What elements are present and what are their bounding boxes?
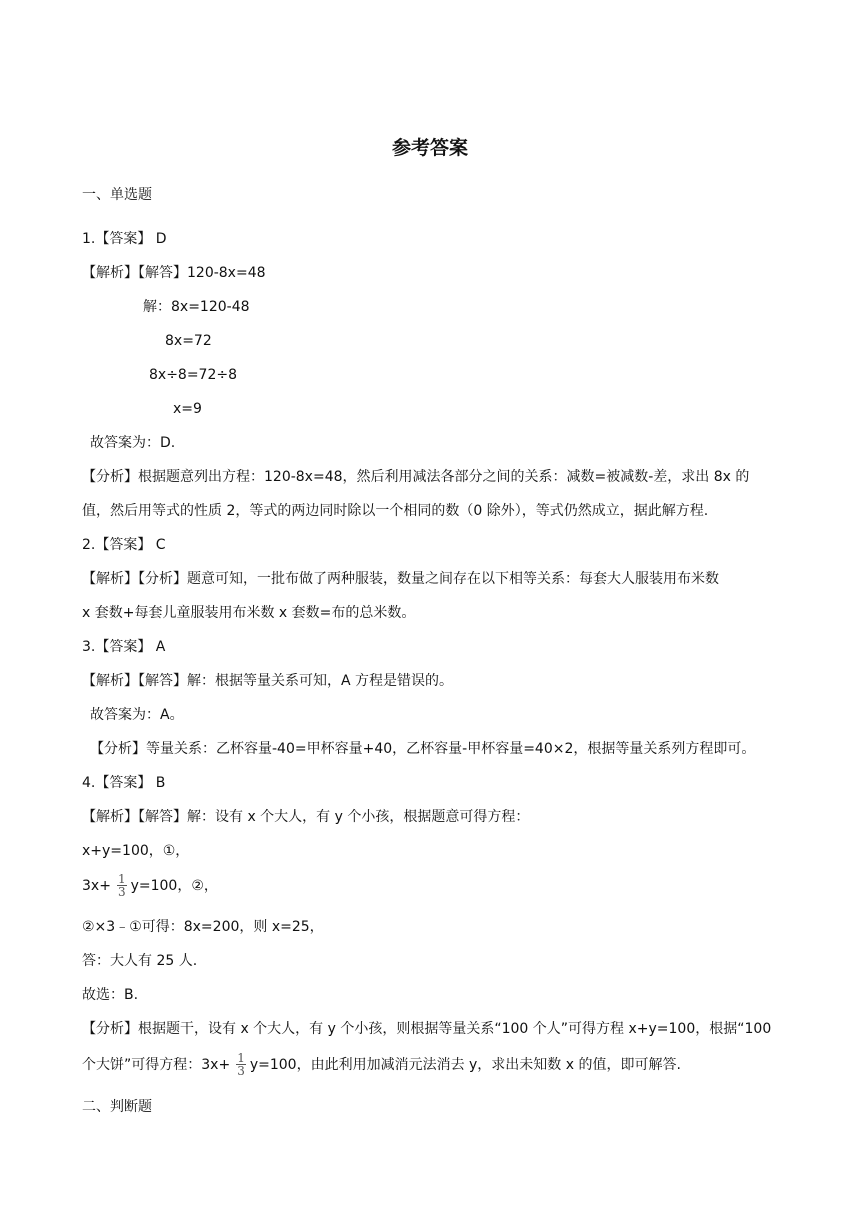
q1-step-1: 解：8x=120-48 [143,299,250,315]
q2-answer: 2.【答案】 C [82,537,166,553]
q4-elimination-step: ②×3﹣①可得：8x=200，则 x=25， [82,919,324,935]
q4-eq2-suffix: y=100，②， [130,878,218,894]
q4-explanation-line-1: 【分析】根据题干，设有 x 个大人，有 y 个小孩，则根据等量关系“100 个人”可得方程 x+y=100，根据“100 [82,1021,772,1037]
q1-step-2: 8x=72 [165,333,212,349]
q3-result: 故答案为：A。 [90,707,184,723]
q3-answer: 3.【答案】 A [82,639,166,655]
q4-analysis: 【解析】【解答】解：设有 x 个大人，有 y 个小孩，根据题意可得方程： [82,809,530,825]
q1-step-4: x=9 [173,401,202,417]
q1-answer: 1.【答案】 D [82,231,167,247]
q4-equation-2 [82,874,218,898]
q4-fenxi2-prefix: 个大饼”可得方程：3x+ [82,1057,231,1073]
fraction-one-third: $\frac{1}{3}$ [237,1051,245,1078]
q2-analysis-line-2: x 套数+每套儿童服装用布米数 x 套数=布的总米数。 [82,605,416,621]
q3-explanation: 【分析】等量关系：乙杯容量-40=甲杯容量+40，乙杯容量-甲杯容量=40×2，根据等量关系列方程即可。 [90,741,756,757]
q1-analysis: 【解析】【解答】120-8x=48 [82,265,266,281]
q4-result: 故选：B. [82,987,139,1003]
q4-equation-1: x+y=100，①， [82,843,190,859]
q3-analysis: 【解析】【解答】解：根据等量关系可知，A 方程是错误的。 [82,673,454,689]
section-heading-true-false: 二、判断题 [82,1099,152,1115]
q4-fenxi2-suffix: y=100，由此利用加减消元法消去 y，求出未知数 x 的值，即可解答. [249,1057,681,1073]
q4-eq2-prefix: 3x+ [82,878,111,894]
q1-result: 故答案为：D. [90,435,176,451]
q4-final-answer: 答：大人有 25 人. [82,953,198,969]
section-heading-single-choice: 一、单选题 [82,187,152,203]
q2-analysis-line-1: 【解析】【分析】题意可知，一批布做了两种服装，数量之间存在以下相等关系：每套大人服装用布米数 [82,571,719,587]
page-title: 参考答案 [391,137,468,159]
q1-step-3: 8x÷8=72÷8 [149,367,238,383]
q4-explanation-line-2 [82,1053,681,1077]
q1-explanation-line-1: 【分析】根据题意列出方程：120-8x=48，然后利用减法各部分之间的关系：减数=被减数-差，求出 8x 的 [82,469,750,485]
q4-answer: 4.【答案】 B [82,775,166,791]
q1-explanation-line-2: 值，然后用等式的性质 2，等式的两边同时除以一个相同的数（0 除外），等式仍然成立，据此解方程. [82,503,709,519]
fraction-one-third: $\frac{1}{3}$ [117,872,126,899]
